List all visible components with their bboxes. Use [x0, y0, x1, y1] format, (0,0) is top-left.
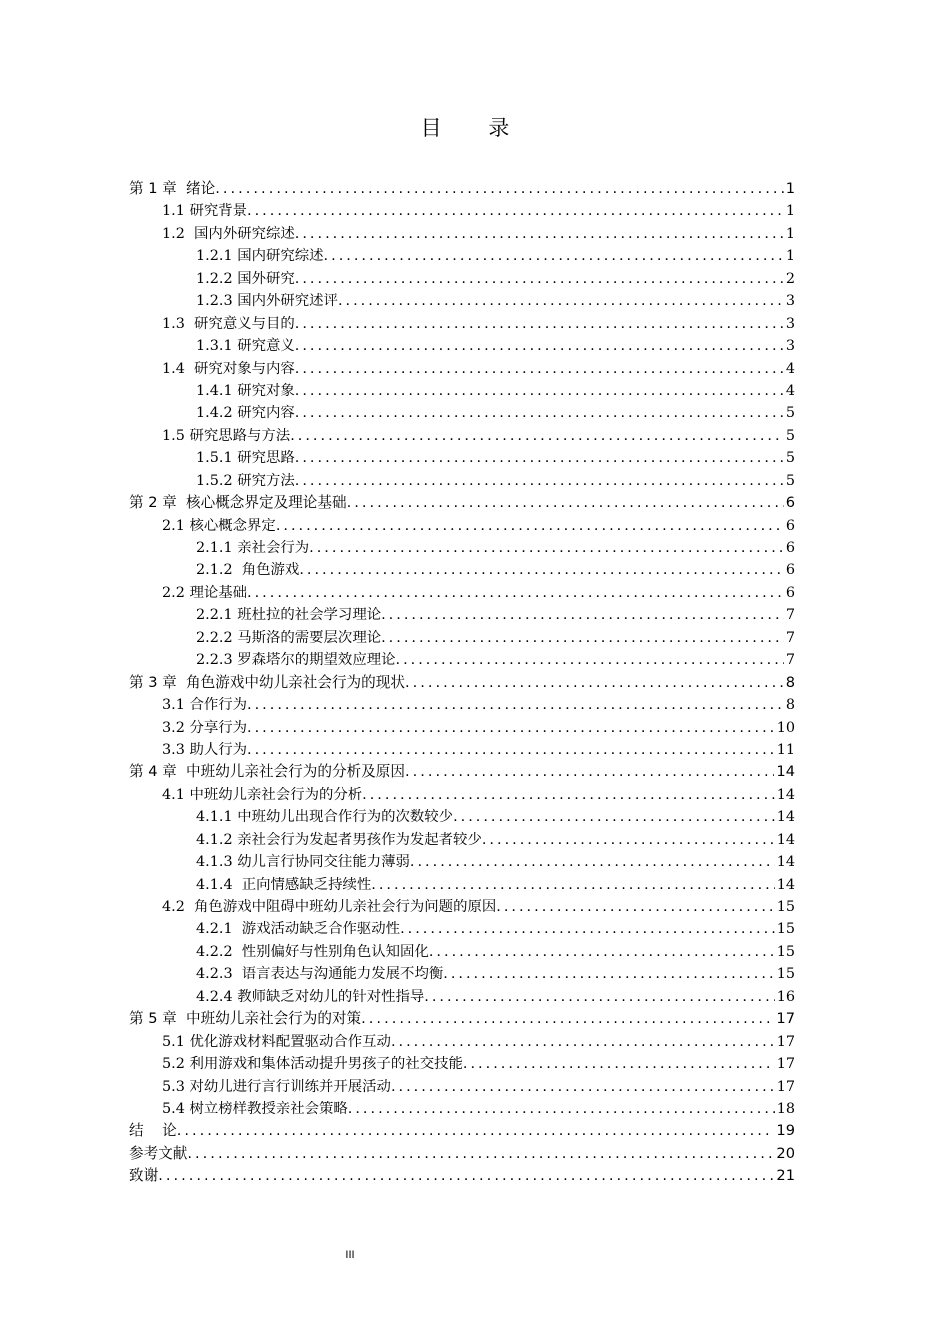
- toc-entry[interactable]: [129, 380, 795, 402]
- toc-entry-label: 参考文献: [129, 1144, 188, 1162]
- toc-entry-label: 1.4.2 研究内容: [196, 405, 295, 422]
- toc-entry[interactable]: [129, 447, 795, 469]
- toc-dot-leader: [309, 537, 784, 559]
- toc-entry[interactable]: [129, 851, 795, 873]
- toc-entry-page: 5: [785, 472, 795, 489]
- toc-entry-page: 4: [785, 360, 795, 377]
- toc-dot-leader: [158, 1165, 774, 1187]
- toc-entry[interactable]: [129, 717, 795, 739]
- toc-entry-label: 5.3 对幼儿进行言行训练并开展活动: [162, 1078, 391, 1095]
- toc-dot-leader: [324, 245, 784, 267]
- toc-entry-label: 4.2.4 教师缺乏对幼儿的针对性指导: [196, 988, 425, 1005]
- toc-dot-leader: [410, 851, 775, 873]
- toc-entry-page: 6: [785, 517, 795, 534]
- toc-entry[interactable]: [129, 649, 795, 671]
- toc-entry-label: 4.1.1 中班幼儿出现合作行为的次数较少: [196, 809, 454, 826]
- toc-entry[interactable]: [129, 290, 795, 312]
- toc-entry-label: 1.5.2 研究方法: [196, 472, 295, 489]
- toc-entry[interactable]: [129, 1076, 795, 1098]
- toc-entry[interactable]: [129, 604, 795, 626]
- toc-dot-leader: [463, 1053, 775, 1075]
- toc-entry-page: 14: [776, 786, 795, 803]
- toc-entry-label: 1.2 国内外研究综述: [162, 225, 295, 242]
- toc-dot-leader: [290, 425, 784, 447]
- toc-dot-leader: [295, 335, 784, 357]
- toc-dot-leader: [348, 1098, 775, 1120]
- toc-dot-leader: [482, 829, 775, 851]
- toc-entry[interactable]: [129, 313, 795, 335]
- toc-dot-leader: [295, 313, 784, 335]
- toc-entry[interactable]: [129, 963, 795, 985]
- page-title: 目 录: [420, 116, 530, 140]
- toc-dot-leader: [247, 582, 784, 604]
- toc-entry-label: 1.2.2 国外研究: [196, 270, 295, 287]
- toc-dot-leader: [443, 963, 774, 985]
- toc-entry-label: 4.1.3 幼儿言行协同交往能力薄弱: [196, 854, 410, 871]
- toc-entry-label: 2.1.1 亲社会行为: [196, 540, 310, 556]
- toc-entry-page: 6: [785, 494, 795, 512]
- toc-dot-leader: [361, 1008, 774, 1030]
- toc-entry-label: 致谢: [129, 1167, 159, 1185]
- toc-entry-label: 第 4 章 中班幼儿亲社会行为的分析及原因: [129, 763, 405, 781]
- toc-entry[interactable]: [129, 582, 795, 604]
- toc-entry[interactable]: [129, 1008, 795, 1030]
- toc-entry-page: 17: [776, 1078, 795, 1095]
- toc-entry[interactable]: [129, 784, 795, 806]
- toc-entry-page: 11: [776, 741, 795, 758]
- toc-entry-label: 1.5.1 研究思路: [196, 450, 295, 467]
- toc-dot-leader: [405, 761, 774, 783]
- toc-dot-leader: [247, 694, 784, 716]
- toc-entry-label: 4.2.2 性别偏好与性别角色认知固化: [196, 943, 429, 960]
- toc-dot-leader: [405, 672, 784, 694]
- toc-entry-page: 19: [776, 1122, 795, 1140]
- toc-entry-page: 14: [776, 831, 795, 848]
- toc-entry-label: 5.2 利用游戏和集体活动提升男孩子的社交技能: [162, 1056, 463, 1073]
- toc-entry[interactable]: [129, 1098, 795, 1120]
- toc-entry-label: 结 论: [129, 1122, 177, 1140]
- toc-entry[interactable]: [129, 1143, 795, 1165]
- toc-entry[interactable]: [129, 806, 795, 828]
- toc-dot-leader: [347, 492, 784, 514]
- toc-entry-label: 1.2.1 国内研究综述: [196, 248, 324, 265]
- toc-dot-leader: [247, 739, 775, 761]
- toc-entry-label: 1.3 研究意义与目的: [162, 315, 295, 332]
- toc-entry[interactable]: [129, 986, 795, 1008]
- toc-dot-leader: [391, 1076, 775, 1098]
- toc-entry[interactable]: [129, 245, 795, 267]
- toc-entry-label: 4.1.4 正向情感缺乏持续性: [196, 876, 372, 893]
- toc-entry-label: 4.1.2 亲社会行为发起者男孩作为发起者较少: [196, 831, 482, 848]
- toc-entry-page: 5: [785, 405, 795, 422]
- toc-entry-label: 4.2 角色游戏中阻碍中班幼儿亲社会行为问题的原因: [162, 899, 497, 915]
- toc-entry-page: 3: [785, 338, 795, 355]
- toc-entry-page: 1: [785, 180, 795, 197]
- toc-entry-page: 8: [785, 697, 795, 714]
- toc-entry-page: 1: [785, 225, 795, 242]
- toc-entry-label: 第 1 章 绪论: [129, 180, 216, 197]
- toc-entry-label: 1.3.1 研究意义: [196, 338, 295, 355]
- toc-entry-page: 15: [776, 921, 795, 938]
- toc-entry-page: 14: [776, 809, 795, 826]
- toc-entry-page: 7: [785, 607, 795, 624]
- toc-entry[interactable]: [129, 268, 795, 290]
- toc-entry-page: 6: [785, 584, 795, 601]
- toc-entry[interactable]: [129, 335, 795, 357]
- toc-entry[interactable]: [129, 559, 795, 581]
- toc-entry-label: 2.2.1 班杜拉的社会学习理论: [196, 607, 382, 624]
- toc-entry-label: 5.1 优化游戏材料配置驱动合作互动: [162, 1033, 391, 1050]
- toc-dot-leader: [400, 918, 775, 940]
- toc-entry-page: 17: [776, 1056, 795, 1073]
- toc-entry-page: 3: [785, 293, 795, 310]
- toc-entry[interactable]: [129, 1120, 795, 1142]
- toc-entry-page: 17: [776, 1010, 795, 1028]
- toc-entry-label: 4.2.3 语言表达与沟通能力发展不均衡: [196, 966, 444, 983]
- toc-dot-leader: [371, 874, 774, 896]
- toc-entry[interactable]: [129, 761, 795, 783]
- toc-entry-page: 16: [776, 988, 795, 1005]
- toc-entry-page: 1: [785, 203, 795, 220]
- toc-entry[interactable]: [129, 358, 795, 380]
- toc-dot-leader: [424, 986, 774, 1008]
- toc-entry-label: 1.5 研究思路与方法: [162, 427, 291, 444]
- toc-entry-page: 7: [785, 629, 795, 646]
- toc-entry[interactable]: [129, 829, 795, 851]
- toc-entry-page: 7: [785, 652, 795, 669]
- toc-entry[interactable]: [129, 941, 795, 963]
- toc-entry-label: 2.2.3 罗森塔尔的期望效应理论: [196, 652, 396, 669]
- toc-dot-leader: [295, 470, 784, 492]
- toc-dot-leader: [187, 1143, 774, 1165]
- toc-dot-leader: [396, 649, 784, 671]
- toc-entry-page: 21: [776, 1167, 795, 1185]
- toc-entry[interactable]: [129, 918, 795, 940]
- toc-entry-label: 1.4 研究对象与内容: [162, 360, 295, 377]
- toc-entry-page: 6: [785, 562, 795, 579]
- toc-entry-page: 2: [785, 270, 795, 287]
- toc-entry[interactable]: [129, 178, 795, 200]
- toc-dot-leader: [295, 402, 784, 424]
- toc-entry-page: 14: [776, 854, 795, 871]
- toc-dot-leader: [429, 941, 775, 963]
- toc-entry-page: 14: [776, 876, 795, 893]
- toc-entry-label: 2.1.2 角色游戏: [196, 562, 300, 579]
- toc-entry-page: 15: [776, 943, 795, 960]
- toc-entry-label: 2.2 理论基础: [162, 584, 248, 601]
- toc-entry[interactable]: [129, 1053, 795, 1075]
- toc-entry[interactable]: [129, 672, 795, 694]
- toc-entry-label: 1.1 研究背景: [162, 203, 248, 220]
- toc-entry-label: 5.4 树立榜样教授亲社会策略: [162, 1100, 348, 1117]
- toc-entry-label: 1.4.1 研究对象: [196, 382, 295, 399]
- toc-entry[interactable]: [129, 874, 795, 896]
- toc-entry[interactable]: [129, 739, 795, 761]
- toc-entry[interactable]: [129, 694, 795, 716]
- toc-entry-label: 3.3 助人行为: [162, 741, 248, 758]
- toc-dot-leader: [295, 223, 784, 245]
- toc-entry-page: 6: [785, 540, 795, 556]
- toc-entry-label: 1.2.3 国内外研究述评: [196, 293, 338, 310]
- toc-entry-page: 4: [785, 382, 795, 399]
- toc-entry-label: 2.1 核心概念界定: [162, 517, 276, 534]
- toc-dot-leader: [295, 380, 784, 402]
- toc-dot-leader: [276, 515, 784, 537]
- toc-entry[interactable]: [129, 515, 795, 537]
- toc-dot-leader: [295, 447, 784, 469]
- toc-entry[interactable]: [129, 1165, 795, 1187]
- toc-entry-label: 4.1 中班幼儿亲社会行为的分析: [162, 786, 363, 803]
- toc-dot-leader: [453, 806, 775, 828]
- toc-dot-leader: [295, 268, 784, 290]
- toc-entry[interactable]: [129, 425, 795, 447]
- toc-dot-leader: [295, 358, 784, 380]
- toc-entry-label: 3.1 合作行为: [162, 697, 248, 714]
- toc-dot-leader: [177, 1120, 775, 1142]
- toc-dot-leader: [299, 559, 784, 581]
- toc-entry-page: 17: [776, 1033, 795, 1050]
- toc-dot-leader: [496, 896, 774, 918]
- toc-entry-page: 20: [776, 1144, 795, 1162]
- toc-entry-page: 8: [785, 673, 795, 691]
- toc-entry-page: 10: [776, 719, 795, 736]
- toc-entry-page: 1: [785, 248, 795, 265]
- toc-entry[interactable]: [129, 1031, 795, 1053]
- toc-entry-page: 3: [785, 315, 795, 332]
- toc-entry-label: 第 5 章 中班幼儿亲社会行为的对策: [129, 1010, 362, 1028]
- toc-dot-leader: [215, 178, 783, 200]
- toc-entry-page: 5: [785, 450, 795, 467]
- toc-entry-page: 14: [776, 763, 795, 781]
- toc-entry-page: 15: [776, 966, 795, 983]
- toc-entry[interactable]: [129, 223, 795, 245]
- toc-entry[interactable]: [129, 402, 795, 424]
- toc-entry[interactable]: [129, 200, 795, 222]
- toc-entry[interactable]: [129, 537, 795, 559]
- toc-dot-leader: [247, 200, 784, 222]
- toc-entry[interactable]: [129, 627, 795, 649]
- toc-entry-page: 15: [776, 899, 795, 915]
- toc-entry[interactable]: [129, 896, 795, 918]
- toc-entry[interactable]: [129, 492, 795, 514]
- footer-page-number: III: [345, 1249, 355, 1261]
- toc-entry[interactable]: [129, 470, 795, 492]
- toc-dot-leader: [381, 627, 784, 649]
- toc-dot-leader: [391, 1031, 775, 1053]
- toc-entry-label: 3.2 分享行为: [162, 719, 248, 736]
- toc-entry-page: 5: [785, 427, 795, 444]
- toc-dot-leader: [381, 604, 784, 626]
- toc-entry-label: 第 3 章 角色游戏中幼儿亲社会行为的现状: [129, 673, 405, 691]
- toc-dot-leader: [338, 290, 784, 312]
- toc-dot-leader: [247, 717, 775, 739]
- table-of-contents: [129, 178, 795, 1188]
- toc-entry-label: 4.2.1 游戏活动缺乏合作驱动性: [196, 921, 401, 938]
- toc-entry-label: 第 2 章 核心概念界定及理论基础: [129, 494, 347, 512]
- toc-entry-label: 2.2.2 马斯洛的需要层次理论: [196, 629, 382, 646]
- toc-dot-leader: [362, 784, 775, 806]
- toc-entry-page: 18: [776, 1100, 795, 1117]
